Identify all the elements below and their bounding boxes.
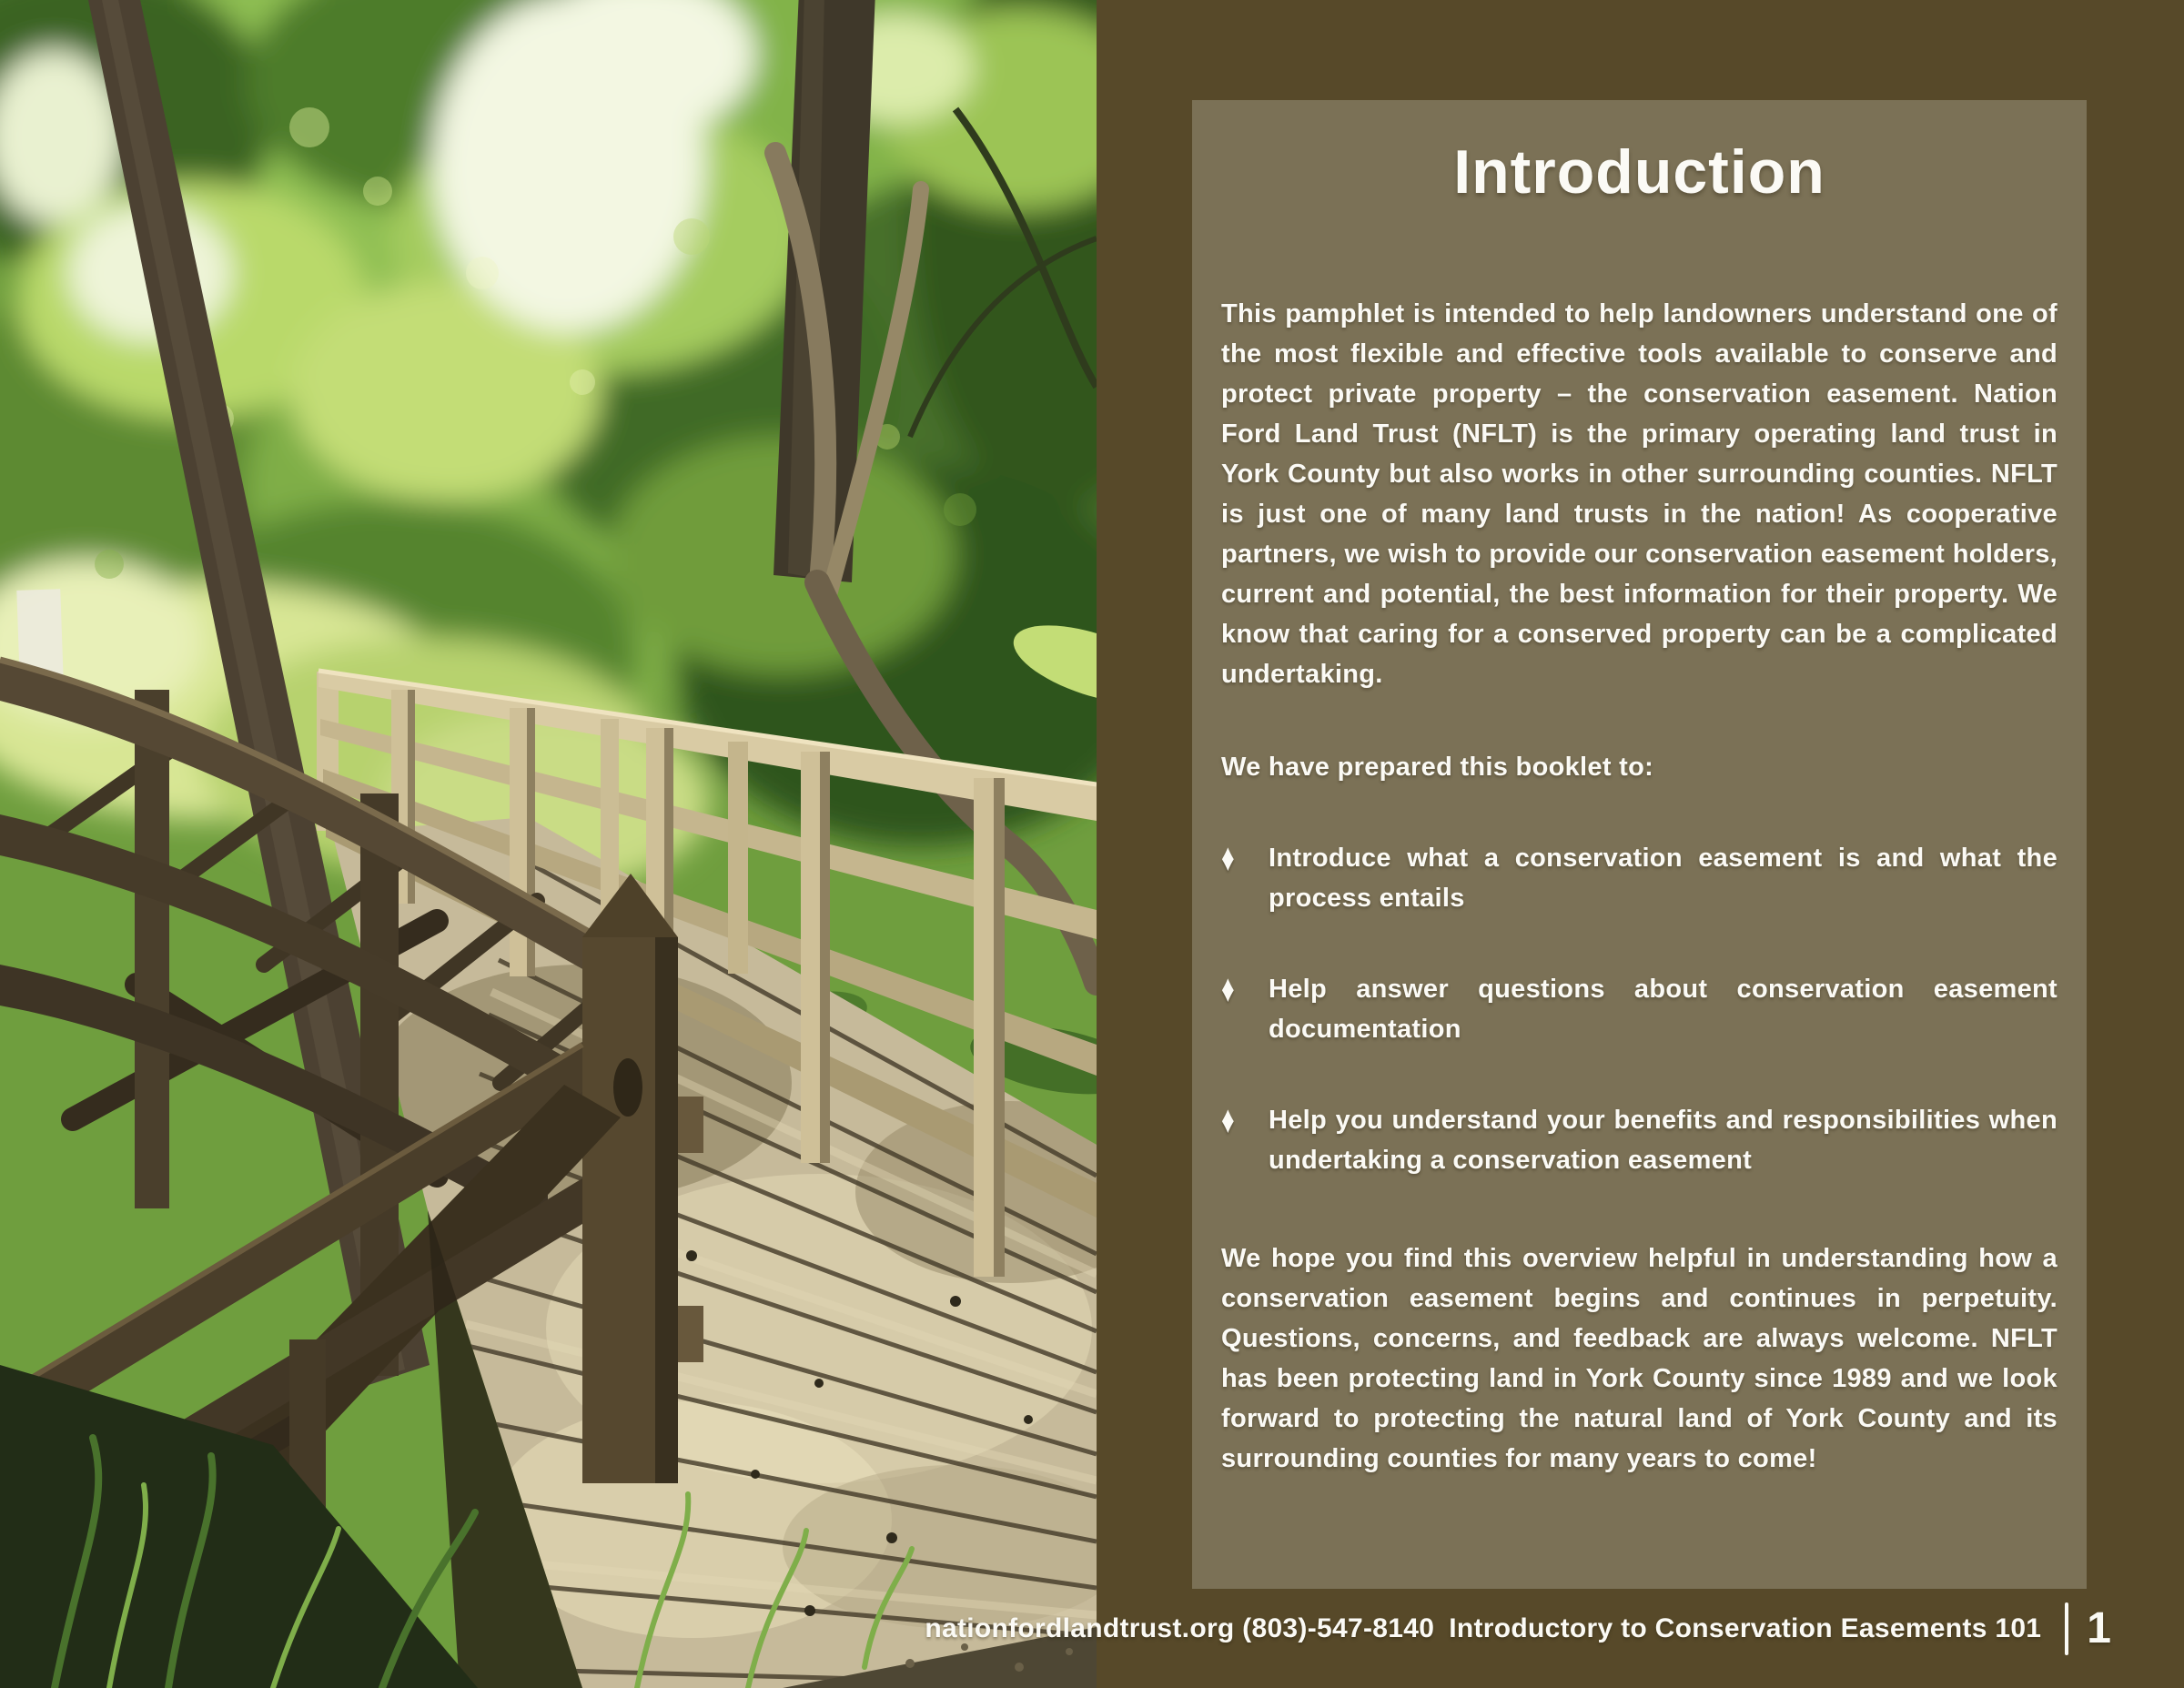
list-item <box>1221 1100 2058 1180</box>
booklet-list-intro: We have prepared this booklet to: <box>1221 752 1654 782</box>
diamond-bullet-icon: ♦ <box>1221 967 1235 1010</box>
list-item-text: Help you understand your benefits and responsibilities when undertaking a conservation easement <box>1269 1105 2058 1175</box>
closing-paragraph: We hope you find this overview helpful in understanding how a conservation easement begins and continues in perpetuity. Questions, concerns, and feedback are always welcome. NFLT has been protecting land in York County since 1989 and we look forward to protecting the natural land of York County and its surrounding counties for many years to come! <box>1221 1243 2058 1473</box>
list-item-text: Introduce what a conservation easement is and what the process entails <box>1269 843 2058 913</box>
intro-paragraph: This pamphlet is intended to help landowners understand one of the most flexible and effective tools available to conserve and protect private property – the conservation easement. Nation Ford Land Trust (NFLT) is the primary operating land trust in York County but also works in other surrounding counties. NFLT is just one of many land trusts in the nation! As cooperative partners, we wish to provide our conservation easement holders, current and potential, the best information for their property. We know that caring for a conserved property can be a complicated undertaking. <box>1221 298 2058 689</box>
list-item <box>1221 969 2058 1049</box>
page-footer <box>925 1602 2111 1655</box>
list-item-text: Help answer questions about conservation easement documentation <box>1269 974 2058 1044</box>
list-item <box>1221 838 2058 918</box>
footer-website-phone: nationfordlandtrust.org (803)-547-8140 <box>925 1613 1435 1643</box>
footer-divider <box>2065 1602 2068 1655</box>
introduction-panel <box>1192 100 2087 1589</box>
footer-booklet-title: Introductory to Conservation Easements 101 <box>1449 1613 2042 1643</box>
diamond-bullet-icon: ♦ <box>1221 1098 1235 1141</box>
diamond-bullet-icon: ♦ <box>1221 836 1235 879</box>
page-number: 1 <box>2087 1604 2111 1653</box>
page-title: Introduction <box>1453 137 1825 207</box>
